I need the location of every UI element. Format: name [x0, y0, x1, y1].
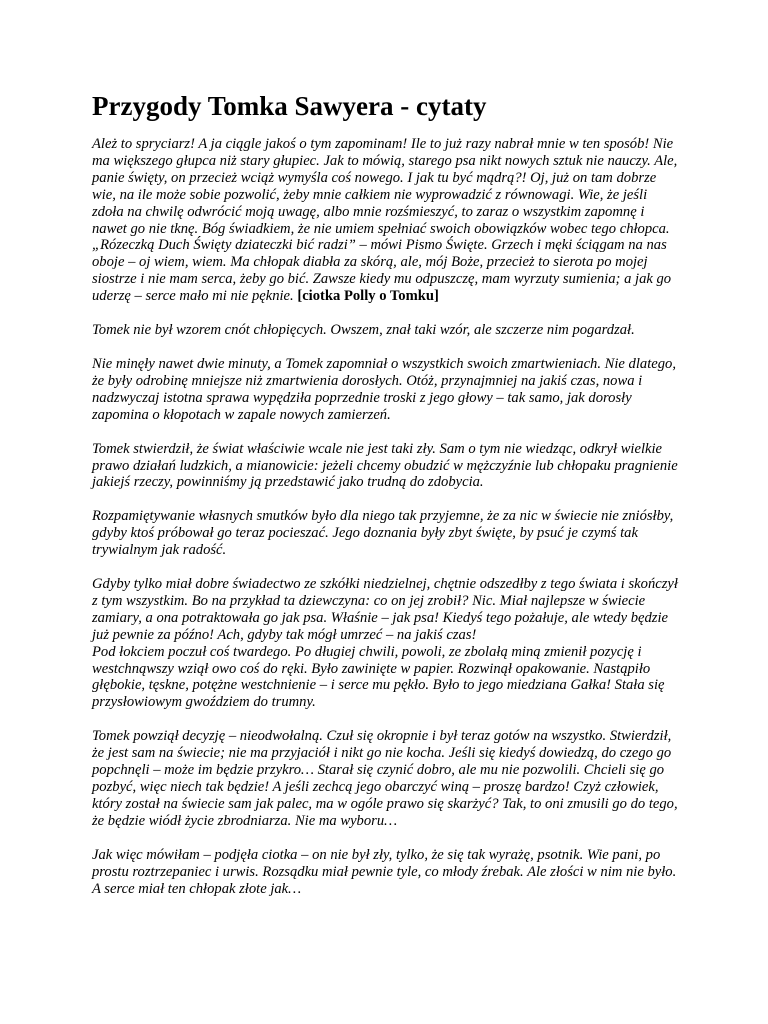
- quote-paragraph-8: Jak więc mówiłam – podjęła ciotka – on nie był zły, tylko, że się tak wyrażę, psotnik. Wie pani, po prostu roztrzepaniec i urwis. Rozsądku miał pewnie tyle, co młody źrebak. Ale złości w nim nie było. A serce miał ten chłopak złote jak…: [92, 846, 677, 897]
- quote-text-continued: Pod łokciem poczuł coś twardego. Po długiej chwili, powoli, ze zbolałą miną zmienił pozycję i westchnąwszy wziął owo coś do ręki. Było zawinięte w papier. Rozwinął opakowanie. Nastąpiło głębokie, tęskne, potężne westchnienie – i serce mu pękło. Było to jego miedziana Gałka! Stała się przysłowiowym gwoździem do trumny.: [92, 643, 665, 711]
- quote-paragraph-5: Rozpamiętywanie własnych smutków było dla niego tak przyjemne, że za nic w świecie nie zniósłby, gdyby ktoś próbował go teraz pocieszać. Jego doznania były zbyt święte, by psuć je czymś tak trywialnym jak radość.: [92, 508, 674, 559]
- quote-paragraph-7: Tomek powziął decyzję – nieodwołalną. Czuł się okropnie i był teraz gotów na wszystko. Stwierdził, że jest sam na świecie; nie ma przyjaciół i nikt go nie kocha. Jeśli się kiedyś dowiedzą, do czego go popchnęli – może im będzie przykro… Starał się czynić dobro, ale mu nie pozwolili. Chcieli się go pozbyć, więc niech tak będzie! A jeśli zechcą jego obarczyć winą – proszę bardzo! Czyż człowiek, który został na świecie sam jak palec, ma w ogóle prawo się skarżyć? Tak, to oni zmusili go do tego, że będzie wiódł życie zbrodniarza. Nie ma wyboru…: [92, 728, 678, 829]
- quote-text: Ależ to spryciarz! A ja ciągle jakoś o tym zapominam! Ile to już razy nabrał mnie w ten sposób! Nie ma większego głupca niż stary głupiec. Jak to mówią, starego psa nikt nowych sztuk nie nauczy. Ale, panie święty, on przecież wciąż wymyśla coś nowego. I jak tu być mądrą?! Oj, już on tam dobrze wie, na ile może sobie pozwolić, żeby mnie całkiem nie wyprowadzić z równowagi. Wie, że jeśli zdoła na chwilę odwrócić moją uwagę, albo mnie rozśmieszyć, to zaraz o wszystkim zapomnę i nawet go nie tknę. Bóg świadkiem, że nie umiem spełniać swoich obowiązków wobec tego chłopca. „Rózeczką Duch Święty dziateczki bić radzi” – mówi Pismo Święte. Grzech i męki ściągam na nas oboje – oj wiem, wiem. Ma chłopak diabła za skórą, ale, mój Boże, przecież to sierota po mojej siostrze i nie mam serca, żeby go bić. Zawsze kiedy mu odpuszczę, mam wyrzuty sumienia; a jak go uderzę – serce mało mi nie pęknie.: [92, 136, 678, 305]
- document-title: Przygody Tomka Sawyera - cytaty: [92, 91, 487, 121]
- quote-paragraph-1: [92, 136, 680, 305]
- quote-paragraph-6: [92, 576, 680, 711]
- quote-paragraph-3: Nie minęły nawet dwie minuty, a Tomek zapomniał o wszystkich swoich zmartwieniach. Nie dlatego, że były odrobinę mniejsze niż zmartwienia dorosłych. Otóż, przynajmniej na jakiś czas, nowa i nadzwyczaj istotna sprawa wypędziła poprzednie troski z jego głowy – tak samo, jak dorosły zapomina o kłopotach w zapale nowych zamierzeń.: [92, 355, 676, 423]
- quote-attribution: [ciotka Polly o Tomku]: [297, 288, 439, 305]
- quote-paragraph-4: Tomek stwierdził, że świat właściwie wcale nie jest taki zły. Sam o tym nie wiedząc, odkrył wielkie prawo działań ludzkich, a mianowicie: jeżeli chcemy obudzić w mężczyźnie lub chłopaku pragnienie jakiejś rzeczy, powinniśmy ją przedstawić jako trudną do zdobycia.: [92, 440, 678, 491]
- quote-text: Gdyby tylko miał dobre świadectwo ze szkółki niedzielnej, chętnie odszedłby z tego świata i skończył z tym wszystkim. Bo na przykład ta dziewczyna: co on jej zrobił? Nic. Miał najlepsze w świecie zamiary, a ona potraktowała go jak psa. Właśnie – jak psa! Kiedyś tego pożałuje, ale wtedy będzie już pewnie za późno! Ach, gdyby tak mógł umrzeć – na jakiś czas!: [92, 576, 678, 643]
- quote-paragraph-2: Tomek nie był wzorem cnót chłopięcych. Owszem, znał taki wzór, ale szczerze nim pogardzał.: [92, 322, 635, 339]
